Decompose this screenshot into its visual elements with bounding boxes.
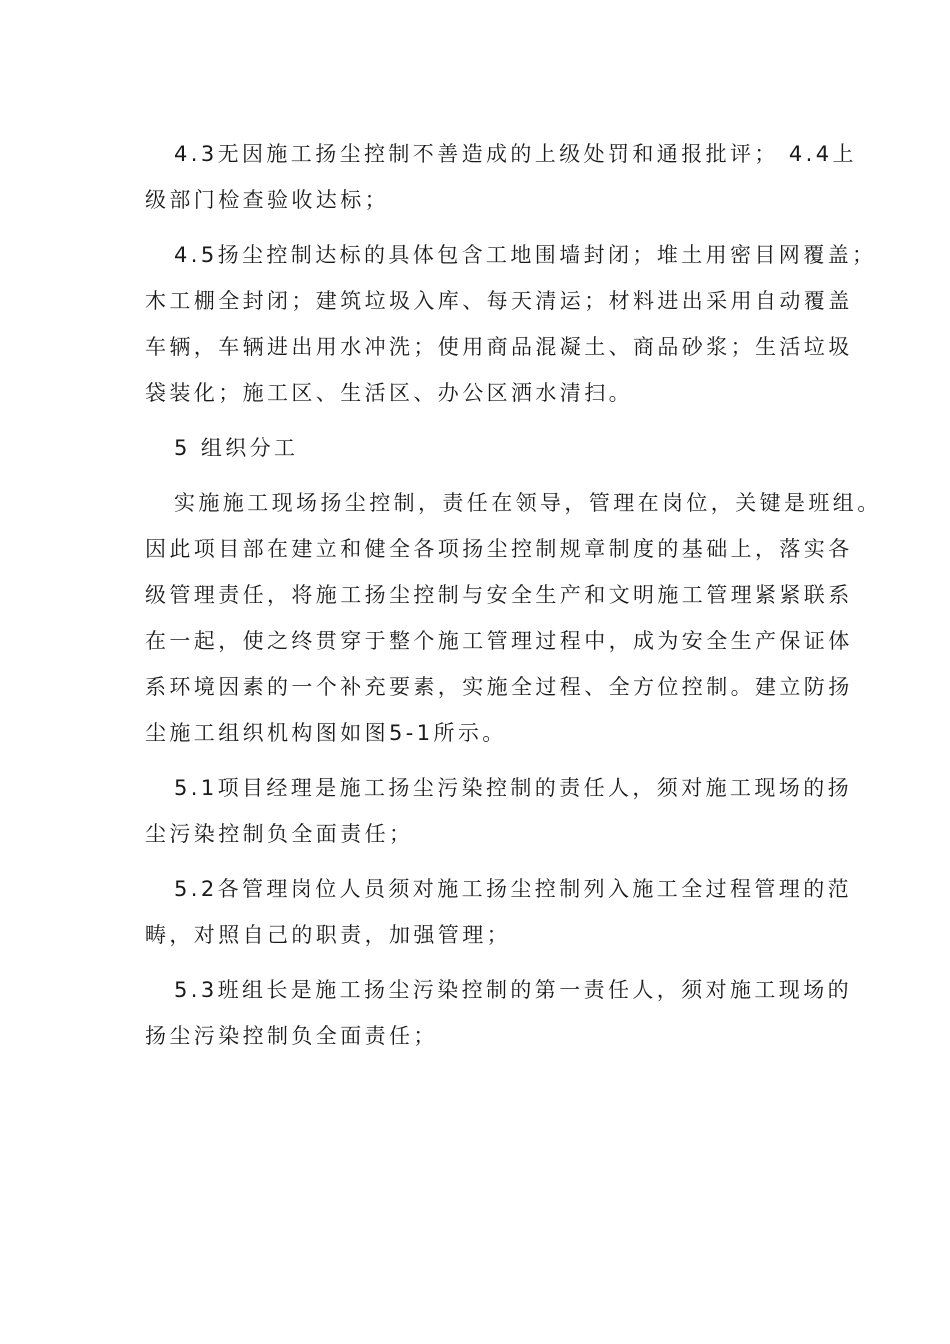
heading-text: 5 组织分工: [174, 436, 299, 460]
text-line: 畴，对照自己的职责，加强管理；: [145, 923, 511, 947]
text-line: 木工棚全封闭；建筑垃圾入库、每天清运；材料进出采用自动覆盖: [145, 289, 853, 313]
paragraph-4-3: [145, 131, 857, 223]
paragraph-5-3: [145, 967, 852, 1059]
text-line: 实施施工现场扬尘控制，责任在领导，管理在岗位，关键是班组。: [174, 491, 882, 515]
text-line: 因此项目部在建立和健全各项扬尘控制规章制度的基础上，落实各: [145, 537, 853, 561]
section-heading-5: [145, 425, 815, 471]
text-line: 在一起，使之终贯穿于整个施工管理过程中，成为安全生产保证体: [145, 629, 853, 653]
text-line: 尘污染控制负全面责任；: [145, 822, 414, 846]
text-line: 级管理责任，将施工扬尘控制与安全生产和文明施工管理紧紧联系: [145, 583, 853, 607]
paragraph-4-5: [145, 232, 877, 416]
text-line: 尘施工组织机构图如图5-1所示。: [145, 721, 507, 745]
text-line: 5.2各管理岗位人员须对施工扬尘控制列入施工全过程管理的范: [174, 877, 852, 901]
paragraph-5-2: [145, 866, 852, 958]
text-line: 5.3班组长是施工扬尘污染控制的第一责任人，须对施工现场的: [174, 978, 852, 1002]
document-body: [145, 131, 882, 1068]
text-line: 4.5扬尘控制达标的具体包含工地围墙封闭；堆土用密目网覆盖；: [174, 243, 877, 267]
text-line: 5.1项目经理是施工扬尘污染控制的责任人，须对施工现场的扬: [174, 776, 852, 800]
text-line: 系环境因素的一个补充要素，实施全过程、全方位控制。建立防扬: [145, 675, 853, 699]
paragraph-5-intro: [145, 480, 882, 756]
text-line: 袋装化；施工区、生活区、办公区洒水清扫。: [145, 381, 633, 405]
text-line: 级部门检查验收达标；: [145, 188, 389, 212]
paragraph-5-1: [145, 765, 852, 857]
text-line: 4.3无因施工扬尘控制不善造成的上级处罚和通报批评； 4.4上: [174, 142, 857, 166]
text-line: 车辆，车辆进出用水冲洗；使用商品混凝土、商品砂浆；生活垃圾: [145, 335, 853, 359]
text-line: 扬尘污染控制负全面责任；: [145, 1024, 438, 1048]
